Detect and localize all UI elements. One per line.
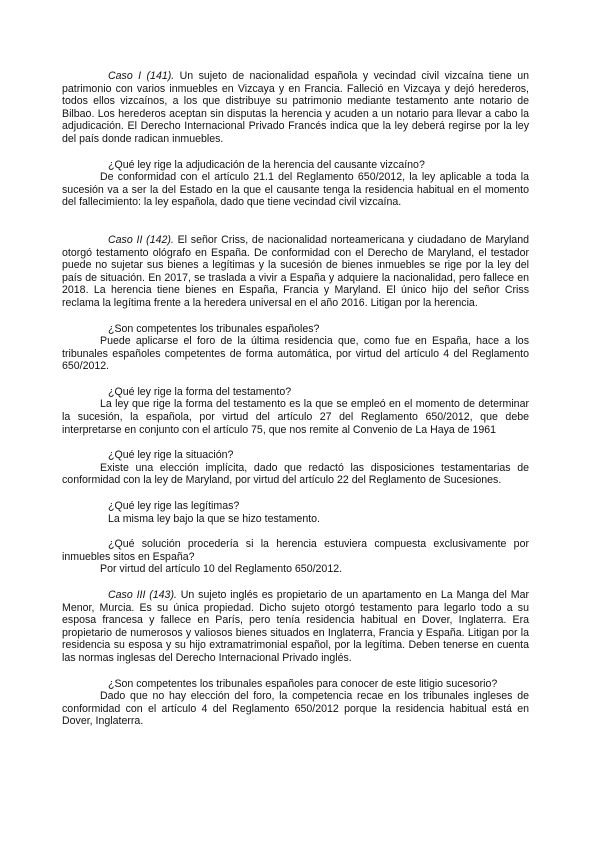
case-2-answer-3: Existe una elección implícita, dado que redactó las disposiciones testamentarias de conformidad con la ley de Maryland, por virtud del artículo 22 del Reglamento de Sucesiones. <box>62 461 529 487</box>
case-2-question-1: ¿Son competentes los tribunales españoles? <box>108 322 320 335</box>
case-1-answer-1: De conformidad con el artículo 21.1 del Reglamento 650/2012, la ley aplicable a toda la sucesión va a ser la del Estado en la que el causante tenga la residencia habitual en el momento del fallecimiento: la ley española, dado que tiene vecindad civil vizcaína. <box>62 171 529 209</box>
case-1-text: Un sujeto de nacionalidad española y vecindad civil vizcaína tiene un patrimonio con varios inmuebles en Vizcaya y en Francia. Falleció en Vizcaya y dejó herederos, todos ellos vizcaínos, a los que distribuye su patrimonio mediante testamento ante notario de Bilbao. Los herederos aceptan sin disputas la herencia y acuden a un notario para llevar a cabo la adjudicación. El Derecho Internacional Privado Francés indica que la ley deberá regirse por la ley del país donde radican inmuebles. <box>62 70 529 145</box>
case-2-answer-2: La ley que rige la forma del testamento es la que se empleó en el momento de determinar la sucesión, la española, por virtud del artículo 27 del Reglamento 650/2012, que debe interpretarse en conjunto con el artículo 75, que nos remite al Convenio de La Haya de 1961 <box>62 398 529 436</box>
case-2-question-3: ¿Qué ley rige la situación? <box>108 449 234 462</box>
case-1-label: Caso I (141). <box>108 70 175 82</box>
case-3-paragraph <box>62 589 529 665</box>
case-3-text: Un sujeto inglés es propietario de un apartamento en La Manga del Mar Menor, Murcia. Es su única propiedad. Dicho sujeto otorgó testamento para legarlo todo a su esposa francesa y fallece en París, pero tenía residencia habitual en Dover, Inglaterra. Era propietario de numerosos y valiosos bienes situados en Inglaterra, Francia y España. Litigan por la residencia su esposa y su hijo extramatrimonial español, por la legítima. Deben tenerse en cuenta las normas inglesas del Derecho Internacional Privado inglés. <box>62 589 529 664</box>
case-1-question-1: ¿Qué ley rige la adjudicación de la herencia del causante vizcaíno? <box>108 158 425 171</box>
case-3-answer-1: Dado que no hay elección del foro, la competencia recae en los tribunales ingleses de conformidad con el artículo 4 del Reglamento 650/2012 porque la residencia habitual está en Dover, Inglaterra. <box>62 690 529 728</box>
case-1-paragraph <box>62 70 529 146</box>
case-2-text: El señor Criss, de nacionalidad norteamericana y ciudadano de Maryland otorgó testamento ológrafo en España. De conformidad con el Derecho de Maryland, el testador puede no sujetar sus bienes a legítimas y la sucesión de bienes inmuebles se rige por la ley del país de situación. En 2017, se traslada a vivir a España y adquiere la nacionalidad, pero fallece en 2018. La herencia tiene bienes en España, Francia y Maryland. El único hijo del señor Criss reclama la legítima frente a la heredera universal en el año 2016. Litigan por la herencia. <box>62 233 529 309</box>
case-2-answer-5: Por virtud del artículo 10 del Reglamento 650/2012. <box>100 563 343 576</box>
document-body <box>62 70 529 728</box>
case-2-answer-1: Puede aplicarse el foro de la última residencia que, como fue en España, hace a los tribunales españoles competentes de forma automática, por virtud del artículo 4 del Reglamento 650/2012. <box>62 335 529 373</box>
case-2-paragraph <box>62 234 529 310</box>
case-3-question-1: ¿Son competentes los tribunales españoles para conocer de este litigio sucesorio? <box>108 677 498 690</box>
case-2-question-5: ¿Qué solución procedería si la herencia estuviera compuesta exclusivamente por inmuebles sitos en España? <box>62 538 529 563</box>
case-2-answer-4: La misma ley bajo la que se hizo testamento. <box>108 512 320 525</box>
case-2-label: Caso II (142). <box>108 233 174 246</box>
case-3-label: Caso III (143). <box>108 589 177 601</box>
case-2-question-4: ¿Qué ley rige las legítimas? <box>108 500 240 513</box>
case-2-question-2: ¿Qué ley rige la forma del testamento? <box>108 385 292 398</box>
